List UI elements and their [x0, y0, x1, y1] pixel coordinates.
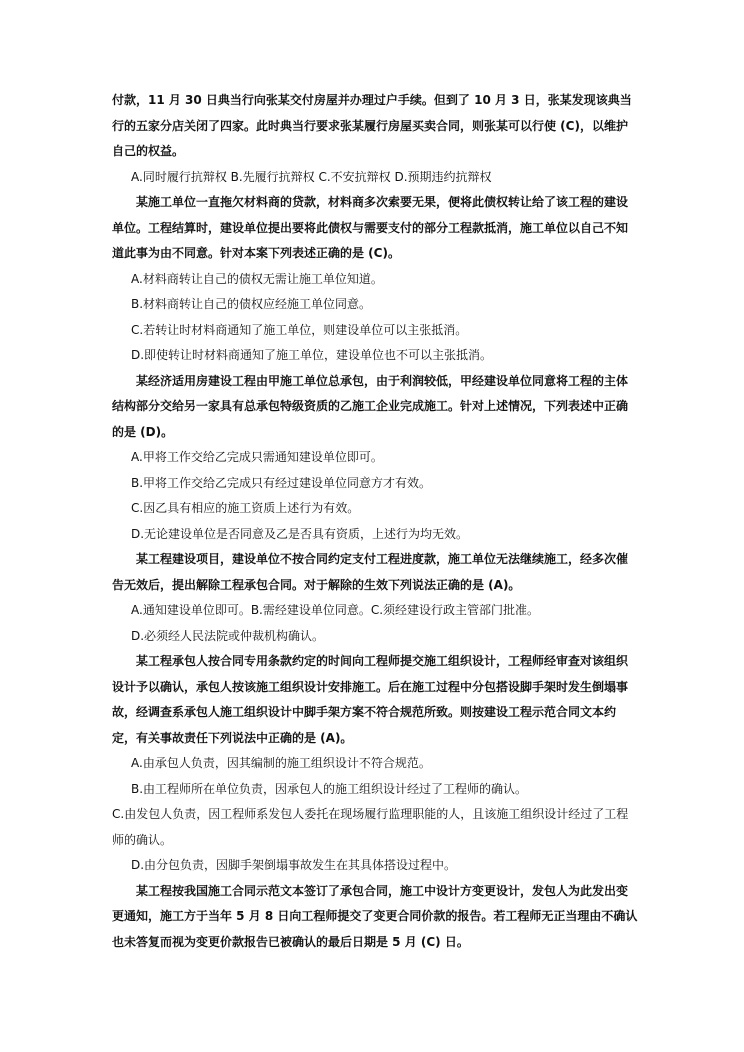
option-b: B.由工程师所在单位负责，因承包人的施工组织设计经过了工程师的确认。: [131, 781, 528, 796]
option-a: A.甲将工作交给乙完成只需通知建设单位即可。: [131, 450, 383, 464]
option-b: B.材料商转让自己的债权应经施工单位同意。: [131, 297, 372, 311]
option-d: D.即使转让时材料商通知了施工单位，建设单位也不可以主张抵消。: [131, 348, 493, 362]
option-d: D.由分包负责，因脚手架倒塌事故发生在其具体搭设过程中。: [131, 858, 457, 872]
question-stem: 某施工单位一直拖欠材料商的贷款，材料商多次索要无果，便将此债权转让给了该工程的建设单位。工程结算时，建设单位提出要将此债权与需要支付的部分工程款抵消，施工单位以自己不知道此事为由不同意。针对本案下列表述正确的是 (C)。: [112, 195, 629, 260]
question-options: A.同时履行抗辩权 B.先履行抗辩权 C.不安抗辩权 D.预期违约抗辩权: [131, 169, 492, 184]
options-abc: A.通知建设单位即可。B.需经建设单位同意。C.须经建设行政主管部门批准。: [131, 603, 540, 617]
option-b: B.甲将工作交给乙完成只有经过建设单位同意方才有效。: [131, 475, 432, 490]
option-c: C.由发包人负责，因工程师系发包人委托在现场履行监理职能的人，且该施工组织设计经过了工程师的确认。: [112, 807, 629, 847]
option-a: A.由承包人负责，因其编制的施工组织设计不符合规范。: [131, 756, 431, 770]
question-stem: 某工程承包人按合同专用条款约定的时间向工程师提交施工组织设计，工程师经审查对该组织设计予以确认，承包人按该施工组织设计安排施工。后在施工过程中分包搭设脚手架时发生倒塌事故，经调查系承包人施工组织设计中脚手架方案不符合规范所致。则按建设工程示范合同文本约定，有关事故责任下列说法中正确的是 (A)。: [112, 654, 629, 745]
option-c: C.若转让时材料商通知了施工单位，则建设单位可以主张抵消。: [131, 322, 468, 337]
option-d: D.必须经人民法院或仲裁机构确认。: [131, 628, 325, 643]
option-a: A.材料商转让自己的债权无需让施工单位知道。: [131, 271, 383, 286]
question-stem: 付款，11 月 30 日典当行向张某交付房屋并办理过户手续。但到了 10 月 3 日，张某发现该典当行的五家分店关闭了四家。此时典当行要求张某履行房屋买卖合同，则张某可以行使 (C)，以维护自己的权益。: [112, 93, 632, 158]
question-stem: 某经济适用房建设工程由甲施工单位总承包，由于利润较低，甲经建设单位同意将工程的主体结构部分交给另一家具有总承包特级资质的乙施工企业完成施工。针对上述情况，下列表述中正确的是 (D)。: [112, 373, 629, 439]
question-stem: 某工程按我国施工合同示范文本签订了承包合同，施工中设计方变更设计，发包人为此发出变更通知，施工方于当年 5 月 8 日向工程师提交了变更合同价款的报告。若工程师无正当理由不确认也未答复而视为变更价款报告已被确认的最后日期是 5 月 (C) 日。: [112, 883, 638, 949]
question-stem: 某工程建设项目，建设单位不按合同约定支付工程进度款，施工单位无法继续施工，经多次催告无效后，提出解除工程承包合同。对于解除的生效下列说法正确的是 (A)。: [112, 552, 629, 592]
option-c: C.因乙具有相应的施工资质上述行为有效。: [131, 501, 360, 515]
document-body: [112, 88, 638, 955]
option-d: D.无论建设单位是否同意及乙是否具有资质，上述行为均无效。: [131, 526, 469, 541]
